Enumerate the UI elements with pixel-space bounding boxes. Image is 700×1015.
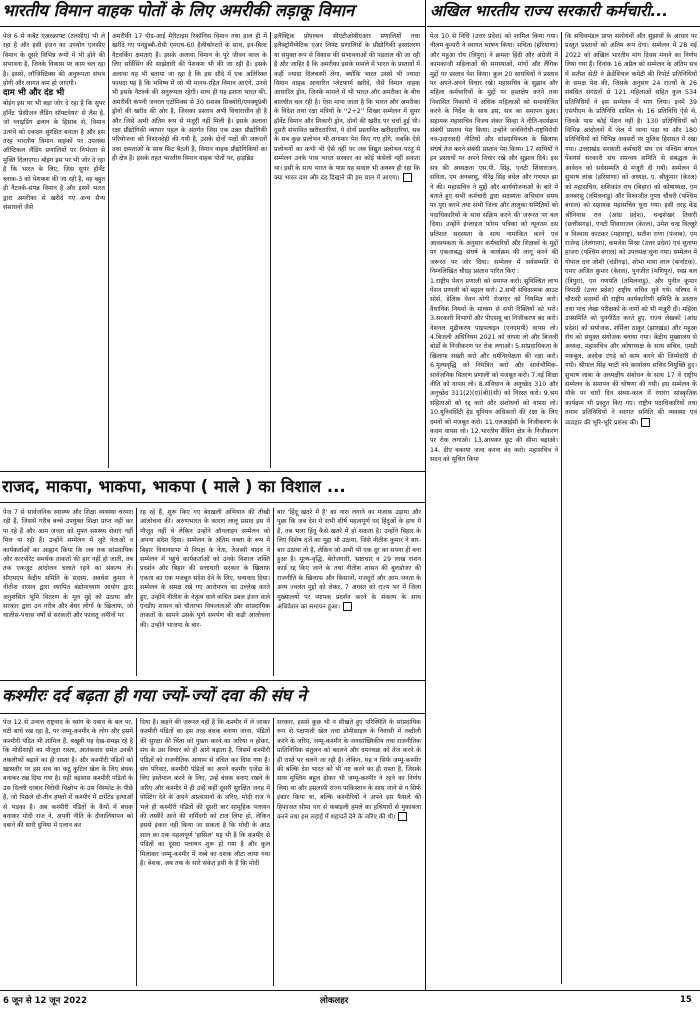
kashmir-col2-text: दिया है। कहने की जरूरत नहीं है कि कश्मीर में ले जाकर कश्मीरी पंडितों का इस तरह बंधक बनाया जाना, पंडितों की सुरक्षा की चिंता को पुख्ता करने का जरिया न होकर, संघ के उस विचार को ही आगे बढ़ाता है, जिसमें कश्मीरी पंडितों को राजनीतिक आयाम से वंचित कर दिया गया है। संघ परिवार, कश्मीरी पंडितों का अपने कश्मीर एजेंडा के लिए इस्तेमाल करने के लिए, उन्हें बंधक बनाए रखने के जरिए और कश्मीर में ही उन्हें कहीं दूसरी सुरक्षित जगह में पोस्टिंग देने के अपने आश्वासनों के जरिए, मोदी राज ने भले ही कश्मीरी पंडितों की दूसरी बार सामूहिक पलायन की तस्वीरें आने की शर्मिंदगी को टाल लिया हो, लेकिन इससे इंकार नहीं किया जा सकता है कि मोदी के आठ साल का एक महत्वपूर्ण 'हासिल' यह भी है कि कश्मीर से पंडितों का दूसरा पलायन शुरू हो गया है और कुल मिलाकर जम्मू-कश्मीर में नब्बे का दशक लौटा लाया गया है। बेशक, अब तक के सारे संकेत इसी के हैं कि मोदी bbox=[140, 719, 270, 868]
end-mark-icon bbox=[343, 602, 352, 611]
column-divider bbox=[273, 718, 274, 986]
kashmir-column-1 bbox=[3, 718, 133, 986]
column-divider bbox=[136, 508, 137, 676]
aircraft-subheading: दाम भी और दंड भी bbox=[3, 88, 65, 99]
aircraft-headline-rule bbox=[0, 26, 425, 27]
end-mark-icon bbox=[398, 812, 407, 821]
employees-resolutions-list: 1.राष्ट्रीय पेंशन प्रणाली को समाप्त करो। सुनिश्चित लाभ पेंशन प्रणाली को बहाल करो। 2.सभी संविदात्मक आउट सोर्स, डेलिक वेतन योगी रोजगार को नियमित करो। वैधानिक नियमों के माध्यम से सभी रिक्तियों को भरो। 3.सरकारी विभागों और पीएसयू का निजीकरण बंद करो। नेशनल मुद्रीकरण पाइपलाइन (एनएमपी) वापस लो। 4.बिजली अधिनियम 2021 को वापस लो और बिजली बोर्डों के निजीकरण पर रोक लगाओ। 5.सांप्रदायिकता के खिलाफ सख्ती करो और धर्मनिरपेक्षता की रक्षा करो। 6.मूल्यवृद्धि को नियंत्रित करो और सार्वभौमिक-सार्वजनिक वितरण प्रणाली को मजबूत करो। 7.नई शिक्षा नीति को वापस लो। 8.संविधान के अनुच्छेद 310 और अनुच्छेद 311(2)(ए)(बी)(सी) को निरस्त करो। 9.श्रम संहिताओं को रद्द करो और संशोधनों को वापस लो। 10.यूनिवर्सिटी हेड यूनियन अधिकारों की रक्षा के लिए दमनों को मजबूत करो। 11.एलआईसी के निजीकरण के कदम वापस लो। 12.भारतीय बैंकिंग क्षेत्र के निजीकरण पर रोक लगाओ। 13.आयकर छूट की सीमा बढ़ाओ। 14. डीए बकाया जल्द करना बंद करो। महासचिव ने सदन को सूचित किया bbox=[430, 277, 558, 464]
kashmir-col1-text: पेज 12 से उन्मत्त राष्ट्रवाद के स्वांग के दबाव के बल पर, घटी बाधे रख रहा है, पर जम्मू-कश्मीर के लोग और इसमें कश्मीरी पंडित भी शामिल हैं, बखूबी यह देख-समझ रहे हैं कि मोदीशाही का मौजूदा रास्ता, आतंकवाद समेत उनकी तकलीफों बढ़ाने का ही रास्ता है। और कश्मीरी पंडितों को खासतौर पर इस सच का कटु कुटिल खेल के लिए बंधक बनाकर रख दिया गया है। यही वहसास कश्मीरी पंडितों के उस दिल्ली दरबार विरोधी विक्षोभ के उस विस्फोट के पीछे है, जो पिछले दो-तीन हफ्तों में कश्मीर में टार्गेटेड हत्याओं से भड़का है। अब कश्मीरी पंडितों के कैंपों में बंधक बनाकर मोदी राज ने, अपनी नीति के दीवालियापन को दबाने की सारी दुनिया में एलान कर bbox=[3, 719, 133, 830]
employees-column-2 bbox=[565, 32, 697, 984]
rjd-column-3 bbox=[277, 508, 421, 676]
rjd-top-rule bbox=[0, 471, 425, 472]
rjd-column-1 bbox=[3, 508, 133, 676]
aircraft-col1-text: पेज 6 से कंबैट एअरक्राफ्ट (टलसीए) भी ले रहा है और इसी इंजन का उपयोग एलसीए विमान के दूसरे विभिन्न रूपों में भी होने की संभावना है, जिनके विकास पर काम चल रहा है। इससे, लॉजिस्टिक्स की अनुरूपता संभव होगी और लागत कम हो जाएगी। bbox=[3, 33, 105, 88]
employees-col2-text: कि सचिवमंडल प्राप्त संशोधनों और सुझावों के आधार पर प्रस्तुत प्रस्तावों को अंतिम रूप देगा। सम्मेलन में 28 मई 2022 को अखिल भारतीय मांग दिवस मनाने का निर्णय लिया गया है। दिनांक 16 अप्रैल को सम्मेलन के अंतिम सत्र में सतीश सेठी ने क्रेडेंशियल कमेटी की रिपोर्ट प्रतिनिधियों के समक्ष पेश की, जिसके अनुसार 24 राज्यों के 26 संबंधित संगठनों से 121 महिलाओं सहित कुल 534 प्रतिनिधियों ने इस सम्मेलन में भाग लिया। इनमें 39 एसपीएम के प्रतिनिधि शामिल थे। 16 प्रतिनिधि ऐसे थे, जिनके पास कोई पेंशन नहीं है। 130 प्रतिनिधियों को विभिन्न आंदोलनों में जेल में जाना पड़ा था और 180 प्रतिनिधियों को विभिन्न अवसरों पर पुलिस हिरासत में रखा गया। उत्तराखंड सरकारी कर्मचारी संघ एवं पश्चिम बंगाल पेंशनर्स सरकारी संघ समन्वय समिति से संबद्धता के आवेदन को सर्वसम्मति से मंजूरी दी गयी। सम्मेलन में सुभाष लांबा (हरियाणा) को अध्यक्ष, ए. श्रीकुमार (केरल) को महासचिव, शशिकांत राय (बिहार) को कोषाध्यक्ष, एम अनबरसु (तमिलनाडु) और विश्वजीत गुप्ता चौधरी (पश्चिम बंगाल) को सहायक महासचिव चुना गया। इसी तरह केंद्र श्रीनिवास राव (आंध्र प्रदेश), चन्द्रशेखर तिवारी (छत्तीसगढ़), एनटी शिवाराजन (केरल), उमेश चन्द्र विल्लुरे व विश्वास काटकर (महाराष्ट्र), सतीश राणा (पंजाब), एम राजेन्द्र (तेलंगाना), कमलेश मिश्रा (उत्तर प्रदेश) एवं सुतापा हाजरा (पश्चिम बंगाल) को उपाध्यक्ष चुना गया। सम्मेलन में गोपाल दत्त जोशी (चंडीगढ़), शोभा माया लाल (कर्नाटक), एमए अजित कुमार (केरल), पुनजीत (मणिपुर), स्वप्न बल (त्रिपुरा), एम गणपति (तमिलनाडु), और पुनीत कुमार त्रिपाठी (उत्तर प्रदेश) राष्ट्रीय सचिव चुने गये। परिषद ने चौरासी सदस्यों की राष्ट्रीय कार्यकारिणी समिति के प्रस्ताव तथा पांच लेखा परीक्षकों के नामों को भी मंजूरी दी। महिला उपसमिति को पुनर्गठित करते हुए, राज्य लेखकों (आंध्र प्रदेश) को संयोजक, शर्मिला ठाकुर (झारखंड) और महुआ रॉय को संयुक्त संयोजक बनाया गया। केंद्रीय मुख्यालय से अध्यक्ष, महासचिव और कोषाध्यक्ष के साथ सचिव, एमडी मकबूल, अशोक टंगड़े को काम करने की जिम्मेदारी दी गयी। श्रीपाल सिंह भाटी नये कार्यालय सचिव नियुक्ति हुए। सुभाष लांबा के अध्यक्षीय संबोधन के साथ 17 वें राष्ट्रीय सम्मेलन के समापन की घोषणा की गयी। इस सम्मेलन के मौके पर चारों दिन संध्या-काल में रंगारंग सांस्कृतिक कार्यक्रम भी प्रस्तुत किए गए। राष्ट्रीय पदाधिकारियों तथा तमाम प्रतिनिधियों ने स्वागत समिति की व्यवस्था एवं व्यवहार की भूरि-भूरि प्रशंसा की। bbox=[565, 33, 697, 427]
aircraft-col3-text: इलैक्ट्रिक प्रोपल्सन सीएटीओबीएआर प्रणालियों तथा इलैक्ट्रोमैग्नेटिक एअर लिफ्ट प्रणालियों के प्रौद्योगिकी हस्तांतरण या संयुक्त रूप से विकास की संभावनाओं की पड़ताल की जा रही है और जाहिर है कि अमरीका इसके मामले में भारत के प्रस्तावों में कहीं ज्यादा दिलचस्पी लेगा, क्योंकि भारत उससे भी ज्यादा विमान वाहक आधारित प्लेटफार्म खरीदे, जैसे विमान वाहक आधारित ड्रोन, जिनके मामले में भी भारत और अमरीका के बीच बातचीत चल रही है। ऐसा माना जाता है कि भारत और अमरीका के विदेश तथा रक्षा मंत्रियों के ''2+2'' शिखर सम्मेलन में सुपर हॉर्नेट विमान और शिकारी ड्रोन, दोनों की खरीद पर चर्चा हुई थी। दूसरी संभावित खरीददारियां, ये दोनों प्रस्तावित खरीददारियां, सब के सब कुछ प्रलोभन भी लगाकर पेश किए गए होंगे, जबकि ऐसे प्रलोभनों का कभी भी ऐसे नहीं पर जब विद्युत प्रलोभन परंतु ये सम्मेलन उनके पास भारत सरकार का कोई कंसेलो नहीं सकता था। इसी के साथ भारत के पास यह सवाल भी अवश्य ही रहा कि क्या भारत दाम और दंड दिखाने की इस चाल में आएगा। bbox=[274, 33, 420, 182]
column-divider bbox=[561, 32, 562, 984]
kashmir-top-rule bbox=[0, 680, 425, 681]
end-mark-icon bbox=[641, 418, 650, 427]
kashmir-headline: कश्मीरः दर्द बढ़ता ही गया ज्यों-ज्यों दवा की संघ ने bbox=[2, 686, 307, 705]
aircraft-column-1 bbox=[3, 32, 105, 468]
kashmir-headline-rule bbox=[0, 713, 425, 714]
employees-headline: अखिल भारतीय राज्य सरकारी कर्मचारी... bbox=[430, 2, 669, 20]
column-divider bbox=[273, 508, 274, 676]
aircraft-col1b-text: बोइंग इस पर भी बड़ा जोर दे रहा है कि सुपर हॉर्नेट 'प्रेसीजन लैंडिंग सॉफ्टवेयर' से लैस है, जो ग्लाइडिंग ढलान के हिसाब से, विमान उतरने को एकदम सुरक्षित बनाता है और इस तरह भारतीय विमान वाहकों पर उपलब्ध ऑप्टिकल लैंडिंग प्रणालियों पर निर्भरता से मुक्ति दिलाएगा। बोइंग इस पर भी जोर दे रहा है कि भारत के लिए, जिस सुपर हॉर्नेट ब्लाक-3 को पेशकश की जा रही है, वह बहुत ही नैटवर्क-संपन्न विमान है और इसमें भारत द्वारा अमरीका से खरीदे गए अन्य सैन्य संसाधनों जैसे bbox=[3, 100, 105, 211]
aircraft-column-3 bbox=[274, 32, 420, 468]
kashmir-column-3 bbox=[277, 718, 421, 986]
column-divider bbox=[136, 718, 137, 986]
rjd-col3-text: बार 'हिंदू खतरे में है' का नारा लगाने का मजाक उड़ाया और पूछा कि जब देश में सभी शीर्ष महत्वपूर्ण पद हिंदुओं के हाथ में हैं, तब भला हिंदू कैसे खतरे में हो सकता है। उन्होंने बिहार के लिए विशेष दर्जे का मुद्दा भी उठाया, जिसे नीतीश कुमार ने बार-बार उठाया तो है, लेकिन जो अभी भी एक दूर का सपना ही बना हुआ है। मूल्य-वृद्धि, बेरोजगारी, भ्रष्टाचार व 29 लाख राशन कार्ड रद्द किए जाने के तथा नीतीश शासन की बुलडोजर की राजनीति के खिलाफ और किसानों, मजदूरों और आम जनता के अन्य ज्वलंत मुद्दों को लेकर, 7 अगस्त को राज्य भर में जिला मुख्यालयों पर व्यापक प्रदर्शन करने के संकल्प के साथ अधिवेशन का समापन हुआ। bbox=[277, 509, 421, 611]
footer-paper-name: लोकलहर bbox=[320, 996, 349, 1006]
kashmir-column-2 bbox=[140, 718, 270, 986]
footer-date: 6 जून से 12 जून 2022 bbox=[3, 996, 87, 1006]
rjd-headline-rule bbox=[0, 502, 425, 503]
footer-page-number: 15 bbox=[680, 995, 692, 1005]
section-divider bbox=[425, 0, 426, 990]
column-divider bbox=[108, 32, 109, 468]
end-mark-icon bbox=[403, 173, 412, 182]
rjd-headline: राजद, माकपा, भाकपा, भाकपा ( माले ) का विशाल ... bbox=[2, 477, 346, 496]
employees-headline-rule bbox=[427, 26, 700, 27]
footer-rule bbox=[0, 990, 700, 991]
rjd-column-2 bbox=[140, 508, 270, 676]
employees-col1-text: पेज 10 से निधि (उत्तर प्रदेश) को शामिल किया गया। नीलम कुमारी ने स्वागत भाषण किया। सचिता (हरियाणा) और महुआ रॉय (त्रिपुरा) ने क्रमशः हिंदी और अंग्रेजी में कामकाजी महिलाओं की समस्याओं, मांगों और लैंगिक मुद्दों पर प्रस्ताव पेश किया। कुल 20 सायथियों ने प्रस्ताव पर अपने-अपने विचार रखे। महासचिव के सुझाव और महिला कर्मचारियों के मुद्दों पर हस्तक्षेप करने तथा निवासित निकायों में अधिक महिलाओं को समायोजित करने के निर्देश के साथ इस, सत्र का समापन हुआ। सहायक महासचिव विजय शंकर सिन्हा ने नीति-कार्यक्रम संबंधी प्रस्ताव पेश किया। उन्होंने जनविरोधी-राष्ट्रविरोधी नव-उदारवादी नीतियों और सांप्रदायिकता के खिलाफ संघर्ष तेज करने संबंधी प्रस्ताव पेश किया। 17 साथियों ने इन प्रस्तावों पर अपने विचार रखे और सुझाव दिये। इस सत्र की अध्यक्षता एस.पी. सिंह, एनटी शिवाराजन, सविता, एम अनबरसु, वीरेंद्र सिंह बघेल और गणपत झा ने की। महासचिव ने मुद्दों और कार्ययोजनाओं के बारे में बताते हुए सभी कर्मचारी द्वारा सदस्यता अभियान समय पर पूरा करने तथा सभी जिला और तालुका समितियों को पदाधिकारियों के साथ सक्रिय करने की जरूरत पर बल दिया। उन्होंने इंप्लाइज फोरम पत्रिका को न्यूनतम दस प्रतिशत सदस्यता के साथ नामांकित करने एवं आवश्यकता के अनुसार कर्मचारियों और शिक्षकों के मुद्दों पर एकताबद्ध संघर्ष के कार्यक्रम की लागू करने की जरूरत पर जोर दिया। सम्मेलन में सर्वसम्मति से निम्नलिखित चौदह प्रस्ताव पारित किए : bbox=[430, 33, 558, 276]
kashmir-col3-text: सरकार, इससे कुछ भी न सीखते हुए परिस्थिति के सांप्रदायिक रूप से पक्षपाती खेल तथा डोमीसाइल के निवासी में तब्दीली करने के जरिए, जम्मू-कश्मीर के जनसांख्यिकीय तथा राजनीतिक प्रातिनिधिक संतुलन को बदलने और दमनचक्र को तेज करने के ही रास्ते पर चलने जा रही है। लेकिन, यह न सिर्फ जम्मू-कश्मीर की बल्कि देश भारत को भी नष्ट करने का ही रास्ता है, जिसके साथ मुस्लिम बहुल होकर भी जम्मू-कश्मीर ने रहने का निर्णय लिया था और इसलामी राज्य पाकिस्तान के साथ जाने से न सिर्फ इंकार किया था, बल्कि कश्मीरियों ने अपने इस फैसले की हिफाजत सीमा पार से कबाइली हमले का हथियारों से मुकाबला करने तथा इस लड़ाई में शहादतें देने के जरिए की थी। bbox=[277, 719, 421, 821]
column-divider bbox=[270, 32, 271, 468]
employees-column-1 bbox=[430, 32, 558, 984]
aircraft-col2-text: अमरीकी 17 पीड-आई मैरीटाइम रिकॉनिस विमान तथा हाल ही में खरीदे गए पनडुब्बी-रोधी एमएच-60 हैलीकोप्टरों के साथ, इन-बिल्ट नैटवर्किंग क्षमताएं हैं। इसके अलावा विमान के पूरे जीवन काल के लिए सर्विसिंग की साझेदारी की पेशकश भी की जा रही है। इसके अलावा यह भी बताया जा रहा है कि इस सौदे में एक अतिरिक्त फायदा यह है कि भविष्य में जो भी मानव-रहित विमान आएंगे, उनसे भी इसके नैटवर्क की अनुरूपता रहेगी। साथ ही यह इशारा भारत की, अमरीकी कंपनी जनरल एटोमिक्स से 30 सशस्त्र सिक्योरी/एमक्यू9बी ड्रोनों की खरीद की ओर है, जिसका प्रस्ताव अभी विचाराधीन ही है और जिसे अभी अंतिम रूप से मंजूरी नहीं मिली है। इसके अलावा रक्षा प्रौद्योगिकी व्यापार पहल के अंतर्गत जिस एक उन्नत प्रौद्योगिकी परियोजना को निशानदेही की गयी है, उसके दोनों पक्षों की जरूरतों तथा क्षमताओं के साथ फिट बैठती है, विमान वाहक प्रौद्योगिकियों का ही क्षेत्र है। इसके तहत भारतीय विमान वाहक पोतों पर, हाइब्रिड bbox=[112, 33, 267, 163]
aircraft-column-2 bbox=[112, 32, 267, 468]
aircraft-headline: भारतीय विमान वाहक पोतों के लिए अमरीकी लड़ाकू विमान bbox=[2, 1, 355, 20]
rjd-col1-text: पेज 7 से सार्वजनिक स्वास्थ्य और शिक्षा व्यवस्था चरमरा रही है, जिससे गरीब बच्चे उपयुक्त शिक्षा प्राप्त नहीं कर पा रहे हैं और आम जनता को मुफ्त स्वास्थ्य सेवाएं नहीं मिल पा रही हैं। उन्होंने सम्मेलन में जुटे नेताओं व कार्यकर्ताओं का आह्वान किया कि जब तक सांप्रदायिक और कारपोरेट समर्थक ताकतों की हार नहीं हो जाती, तब तक एकजुट आंदोलन चलाते रहने का संकल्प लें। सीएमएम केंद्रीय समिति के सदस्य, अवधेश कुमार ने नीतीश शासन द्वारा स्थापित बंद्योपाध्याय आयोग द्वारा अनुशंसित भूमि वितरण के मूल मुद्दे को उठाया और सरकार द्वारा उन गरीब और बेघर लोगों के खिलाफ, जो चालीस-पचास वर्षों से सरकारी और फालतू जमीनों पर bbox=[3, 509, 133, 620]
rjd-col2-text: रह रहे हैं, शुरू किए गए बेदखली अभियान की तीखी आलोचना की। अरुणभारत के कारण लालू प्रसाद इस में मौजूद नहीं थे लेकिन उन्होंने ऑनलाइन सम्मेलन को अपना संदेश दिया। सम्मेलन के अंतिम वक्ता के रूप में बिहार विधानसभा में विपक्ष के नेता, तेजस्वी यादव ने सम्मेलन में पहुंचे कार्यकर्ताओं को उनके विशाल शक्ति प्रदर्शन और बिहार की सत्ताधारी सरकार के खिलाफ एकता का एक मजबूत संदेश देने के लिए, धन्यवाद दिया। सम्मेलन के समक्ष रखे गए आरोपपत्र का उल्लेख करते हुए, उन्होंने नीतीश के नेतृत्व वाले कथित डबल इंजन वाले एनडीए शासन को चौतरफा विफलताओं और सांप्रदायिक ताकतों के सामने उसके पूर्ण समर्पण की कड़ी आलोचना की। उन्होंने भाजपा के बार- bbox=[140, 509, 270, 629]
